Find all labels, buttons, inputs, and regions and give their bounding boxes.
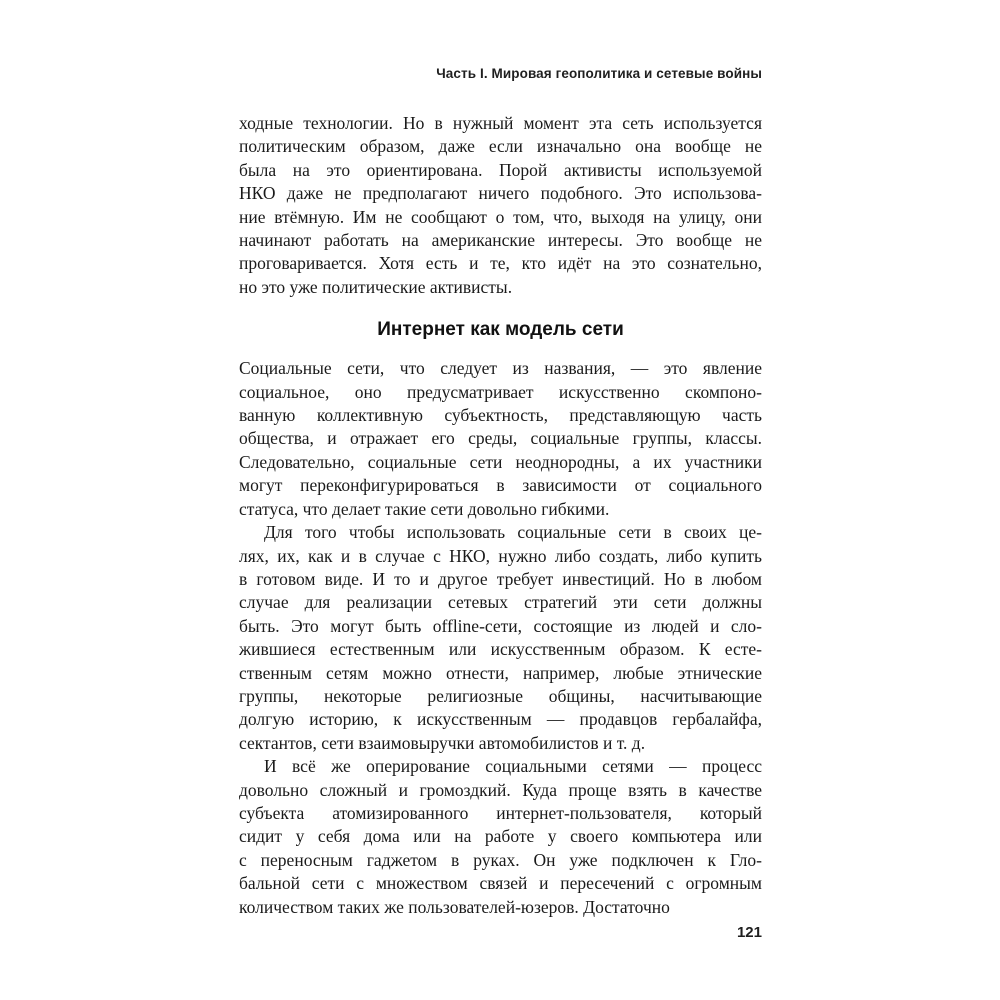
text-line: долгую историю, к искусственным — продавцов гербалайфа, (239, 709, 762, 730)
text-line: Социальные сети, что следует из названия, — это явление (239, 358, 762, 379)
text-line: ванную коллективную субъектность, представляющую часть (239, 405, 762, 426)
text-line: НКО даже не предполагают ничего подобного. Это использова- (239, 183, 762, 204)
section-heading: Интернет как модель сети (377, 319, 624, 341)
text-line: Следовательно, социальные сети неоднородны, а их участники (239, 451, 762, 472)
page-content (239, 112, 762, 919)
text-line: могут переконфигурироваться в зависимости от социального (239, 475, 762, 496)
text-line: начинают работать на американские интересы. Это вообще не (239, 230, 762, 251)
text-line: сектантов, сети взаимовыручки автомобилистов и т. д. (239, 732, 646, 753)
text-line: бальной сети с множеством связей и пересечений с огромным (239, 873, 762, 894)
text-line: ние втёмную. Им не сообщают о том, что, выходя на улицу, они (239, 206, 762, 227)
text-line: политическим образом, даже если изначально она вообще не (239, 136, 762, 157)
text-line: проговаривается. Хотя есть и те, кто идёт на это сознательно, (239, 253, 762, 274)
paragraph (239, 521, 762, 755)
text-line: ственным сетям можно отнести, например, любые этнические (239, 662, 762, 683)
text-line: лях, их, как и в случае с НКО, нужно либо создать, либо купить (239, 545, 762, 566)
text-line: жившиеся естественным или искусственным образом. К есте- (239, 639, 762, 660)
text-line: субъекта атомизированного интернет-пользователя, который (239, 802, 762, 823)
text-line: ходные технологии. Но в нужный момент эта сеть используется (239, 113, 762, 133)
text-line: группы, некоторые религиозные общины, насчитывающие (239, 685, 762, 706)
paragraph (239, 112, 762, 299)
text-line: сидит у себя дома или на работе у своего компьютера или (239, 826, 762, 847)
running-header: Часть I. Мировая геополитика и сетевые войны (436, 66, 762, 81)
text-line: в готовом виде. И то и другое требует инвестиций. Но в любом (239, 568, 762, 589)
paragraph (239, 755, 762, 919)
text-line: была на это ориентирована. Порой активисты используемой (239, 159, 762, 180)
text-line: И всё же оперирование социальными сетями — процесс (264, 756, 762, 777)
text-line: с переносным гаджетом в руках. Он уже подключен к Гло- (239, 849, 762, 870)
text-line: случае для реализации сетевых стратегий эти сети должны (239, 592, 762, 613)
text-line: количеством таких же пользователей-юзеров. Достаточно (239, 896, 670, 917)
text-line: но это уже политические активисты. (239, 276, 513, 297)
text-line: быть. Это могут быть offline-сети, состоящие из людей и сло- (239, 615, 762, 636)
text-line: статуса, что делает такие сети довольно гибкими. (239, 498, 610, 519)
page-number: 121 (736, 924, 762, 941)
text-line: довольно сложный и громоздкий. Куда проще взять в качестве (239, 779, 762, 800)
text-line: социальное, оно предусматривает искусственно скомпоно- (239, 381, 762, 402)
text-line: общества, и отражает его среды, социальные группы, классы. (239, 428, 762, 449)
paragraph (239, 357, 762, 521)
text-line: Для того чтобы использовать социальные сети в своих це- (264, 522, 762, 543)
